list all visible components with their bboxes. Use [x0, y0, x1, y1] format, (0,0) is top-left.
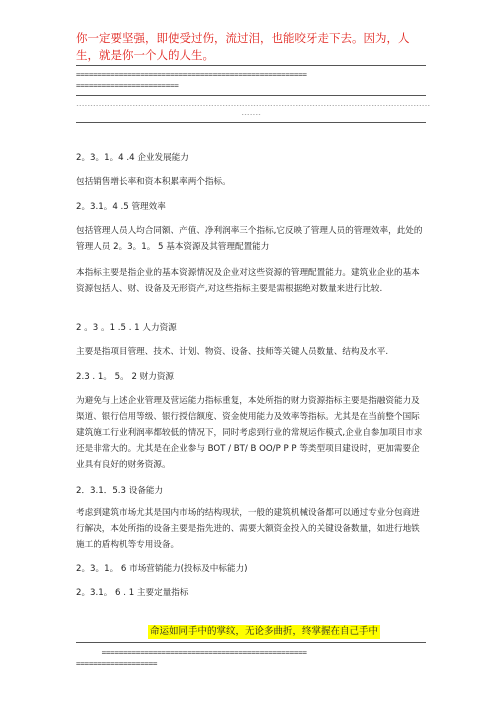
- header-bottom-rule: [76, 95, 426, 96]
- header-rule: [76, 65, 426, 66]
- dash-separator-2: -------: [241, 112, 261, 118]
- header-equals-line-1: ======================================================: [76, 70, 307, 79]
- section-heading: 2 。3 。1 .5 . 1 人力资源: [76, 323, 177, 333]
- footer-equals-line-2: ===================: [76, 659, 158, 668]
- paragraph: 包括管理人员人均合同额、产值、净利润率三个指标,它反映了管理人员的管理效率，此处的管理人员 2。3。1。 5 基本资源及其管理配置能力: [76, 226, 423, 252]
- paragraph: 为避免与上述企业管理及营运能力指标重复，本处所指的财力资源指标主要是指融资能力及渠道、银行信用等级、银行授信额度、资金使用能力及效率等指标。尤其是在当前整个国际建筑施工行业利润率都较低的情况下，同时考虑到行业的常规运作模式,企业自参加项目市求还是非常大的。尤其是在企业参与 BOT / BT/ B OO/P P P 等类型项目建设时，更加需要企业具有良好的财务资源。: [76, 396, 423, 470]
- footer-rule: [76, 642, 426, 643]
- footer-equals-line-1: ================================================: [76, 648, 307, 657]
- section-heading: 2。3。1。4 .4 企业发展能力: [76, 153, 189, 163]
- section-heading: 2．3.1．5.3 设备能力: [76, 486, 164, 496]
- dash-separator-1: ------------------------------------------------------------------------------------------------------------------------------: [76, 103, 431, 109]
- header-equals-line-2: ========================: [76, 81, 179, 90]
- separator-rule: [76, 122, 426, 123]
- section-heading: 2。3.1。4 .5 管理效率: [76, 202, 166, 212]
- paragraph: 本指标主要是指企业的基本资源情况及企业对这些资源的管理配置能力。建筑业企业的基本资源包括人、财、设备及无形资产,对这些指标主要是需根据绝对数量来进行比较.: [76, 268, 420, 294]
- section-heading: 2。3.1。 6 . 1 主要定量指标: [76, 588, 189, 598]
- section-heading: 2.3 . 1。 5。 2 财力资源: [76, 372, 175, 382]
- paragraph: 主要是指项目管理、技术、计划、物资、设备、技师等关键人员数量、结构及水平.: [76, 347, 389, 357]
- paragraph: 考虑到建筑市场尤其是国内市场的结构现状，一般的建筑机械设备都可以通过专业分包商进行解决，本处所指的设备主要是指先进的、需要大额资金投入的关键设备数量，如进行地铁施工的盾构机等专用设备。: [76, 508, 420, 550]
- section-heading: 2。3。1。 6 市场营销能力(投标及中标能力): [76, 564, 248, 574]
- paragraph: 包括销售增长率和资本积累率两个指标。: [76, 177, 231, 187]
- footer-quote: 命运如同手中的掌纹，无论多曲折，终掌握在自己手中: [150, 626, 379, 637]
- header-quote: 你一定要坚强，即使受过伤，流过泪，也能咬牙走下去。因为，人生，就是你一个人的人生。: [76, 31, 410, 62]
